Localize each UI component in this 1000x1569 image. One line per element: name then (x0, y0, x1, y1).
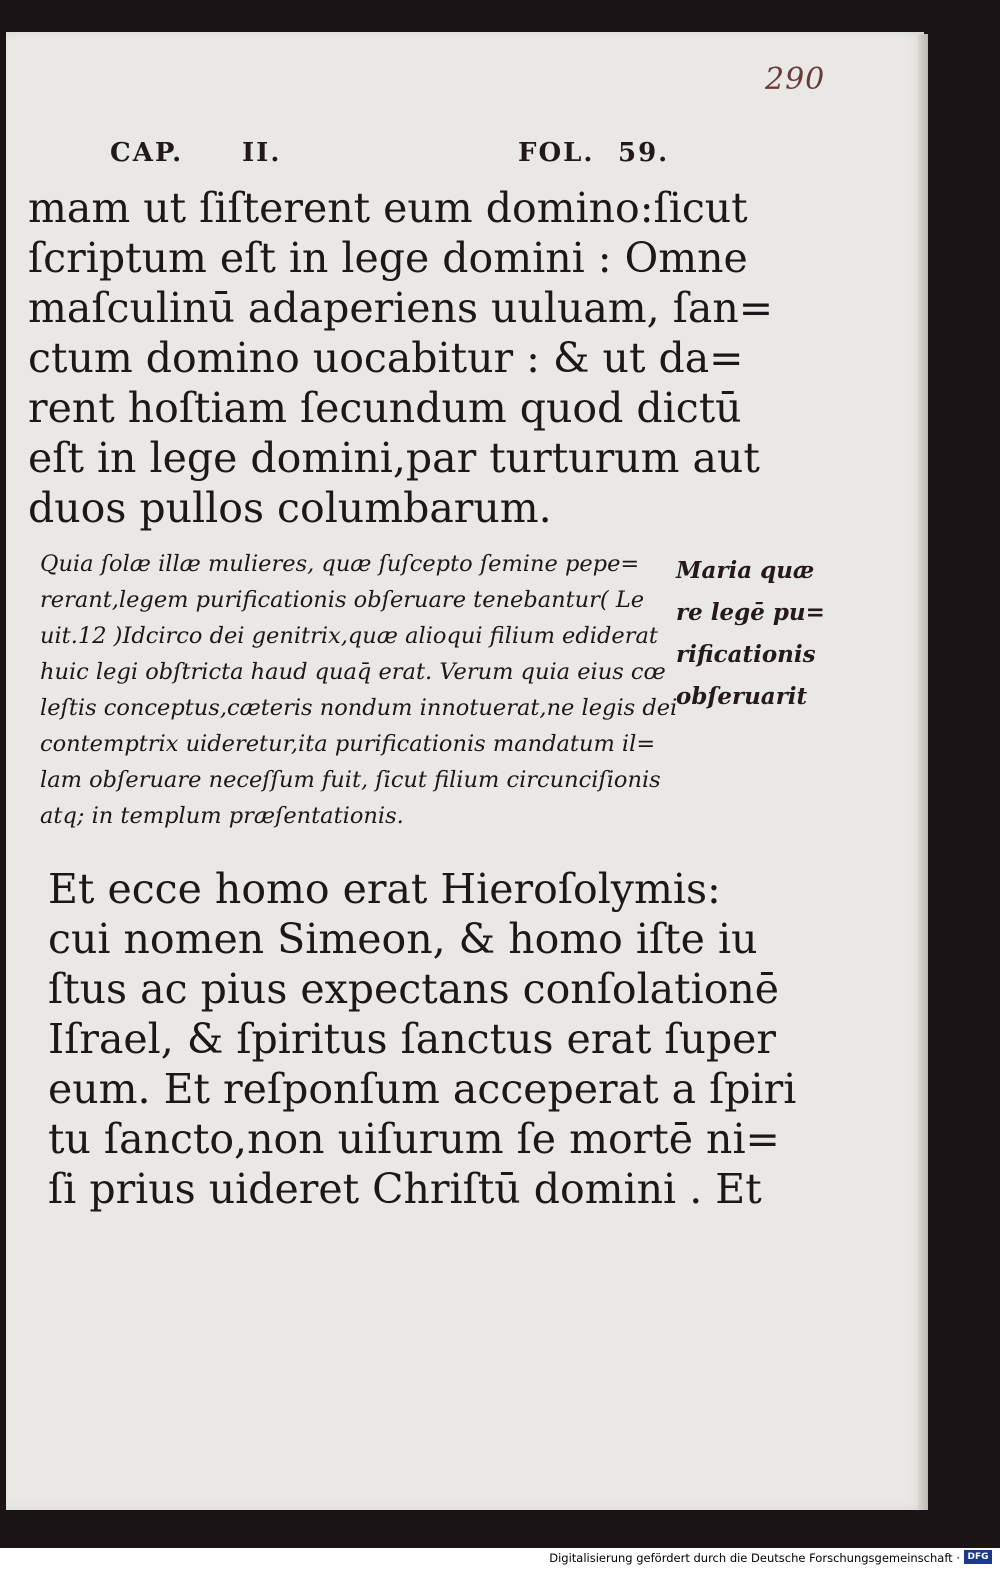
chapter-label: CAP. (110, 138, 184, 168)
main-text-block-1 (28, 183, 774, 533)
text-line: ſi prius uideret Chriſtū domini . Et (48, 1165, 762, 1213)
dfg-logo: DFG (964, 1550, 992, 1564)
page-edge (918, 34, 928, 1510)
marginal-line: rificationis (676, 641, 816, 668)
folio-label: FOL. (518, 138, 595, 168)
text-line: Et ecce homo erat Hieroſolymis: (48, 865, 721, 913)
text-line: eſt in lege domini,par turturum aut (28, 434, 760, 482)
marginal-line: re legē pu= (676, 599, 825, 626)
text-line: ſcriptum eſt in lege domini : Omne (28, 234, 748, 282)
text-line: Iſrael, & ſpiritus ſanctus erat ſuper (48, 1015, 777, 1063)
text-line: eum. Et reſponſum acceperat a ſpiri (48, 1065, 797, 1113)
commentary-line: uit.12 )Idcirco dei genitrix,quæ alioqui filium ediderat (40, 623, 658, 649)
marginal-line: Maria quæ (676, 557, 815, 584)
marginal-line: obſeruarit (676, 683, 808, 710)
marginal-note (676, 550, 825, 718)
text-line: ctum domino uocabitur : & ut da= (28, 334, 744, 382)
commentary-line: contemptrix uideretur,ita purificationis mandatum il= (40, 731, 656, 757)
commentary-line: leſtis conceptus,cæteris nondum innotuerat,ne legis dei (40, 695, 678, 721)
chapter-number: II. (242, 138, 282, 168)
commentary-line: Quia ſolæ illæ mulieres, quæ ſuſcepto ſemine pepe= (40, 551, 640, 577)
footer-credit: Digitalisierung gefördert durch die Deutsche Forschungsgemeinschaft · (549, 1551, 960, 1565)
main-text-block-2 (48, 864, 797, 1214)
commentary-line: huic legi obſtricta haud quaq̄ erat. Verum quia eius cœ (40, 659, 666, 685)
text-line: rent hoſtiam ſecundum quod dictū (28, 384, 742, 432)
commentary-line: rerant,legem purificationis obſeruare tenebantur( Le (40, 587, 645, 613)
handwritten-folio-number: 290 (765, 62, 826, 97)
text-line: mam ut ſiſterent eum domino:ſicut (28, 184, 748, 232)
text-line: ſtus ac pius expectans conſolationē (48, 965, 780, 1013)
text-line: cui nomen Simeon, & homo iſte iu (48, 915, 758, 963)
commentary-block (40, 546, 680, 834)
commentary-line: atq; in templum præſentationis. (40, 803, 404, 829)
text-line: duos pullos columbarum. (28, 484, 552, 532)
text-line: maſculinū adaperiens uuluam, ſan= (28, 284, 774, 332)
commentary-line: lam obſeruare neceſſum fuit, ſicut filium circunciſionis (40, 767, 661, 793)
folio-number: 59. (618, 138, 670, 168)
text-line: tu ſancto,non uiſurum ſe mortē ni= (48, 1115, 780, 1163)
